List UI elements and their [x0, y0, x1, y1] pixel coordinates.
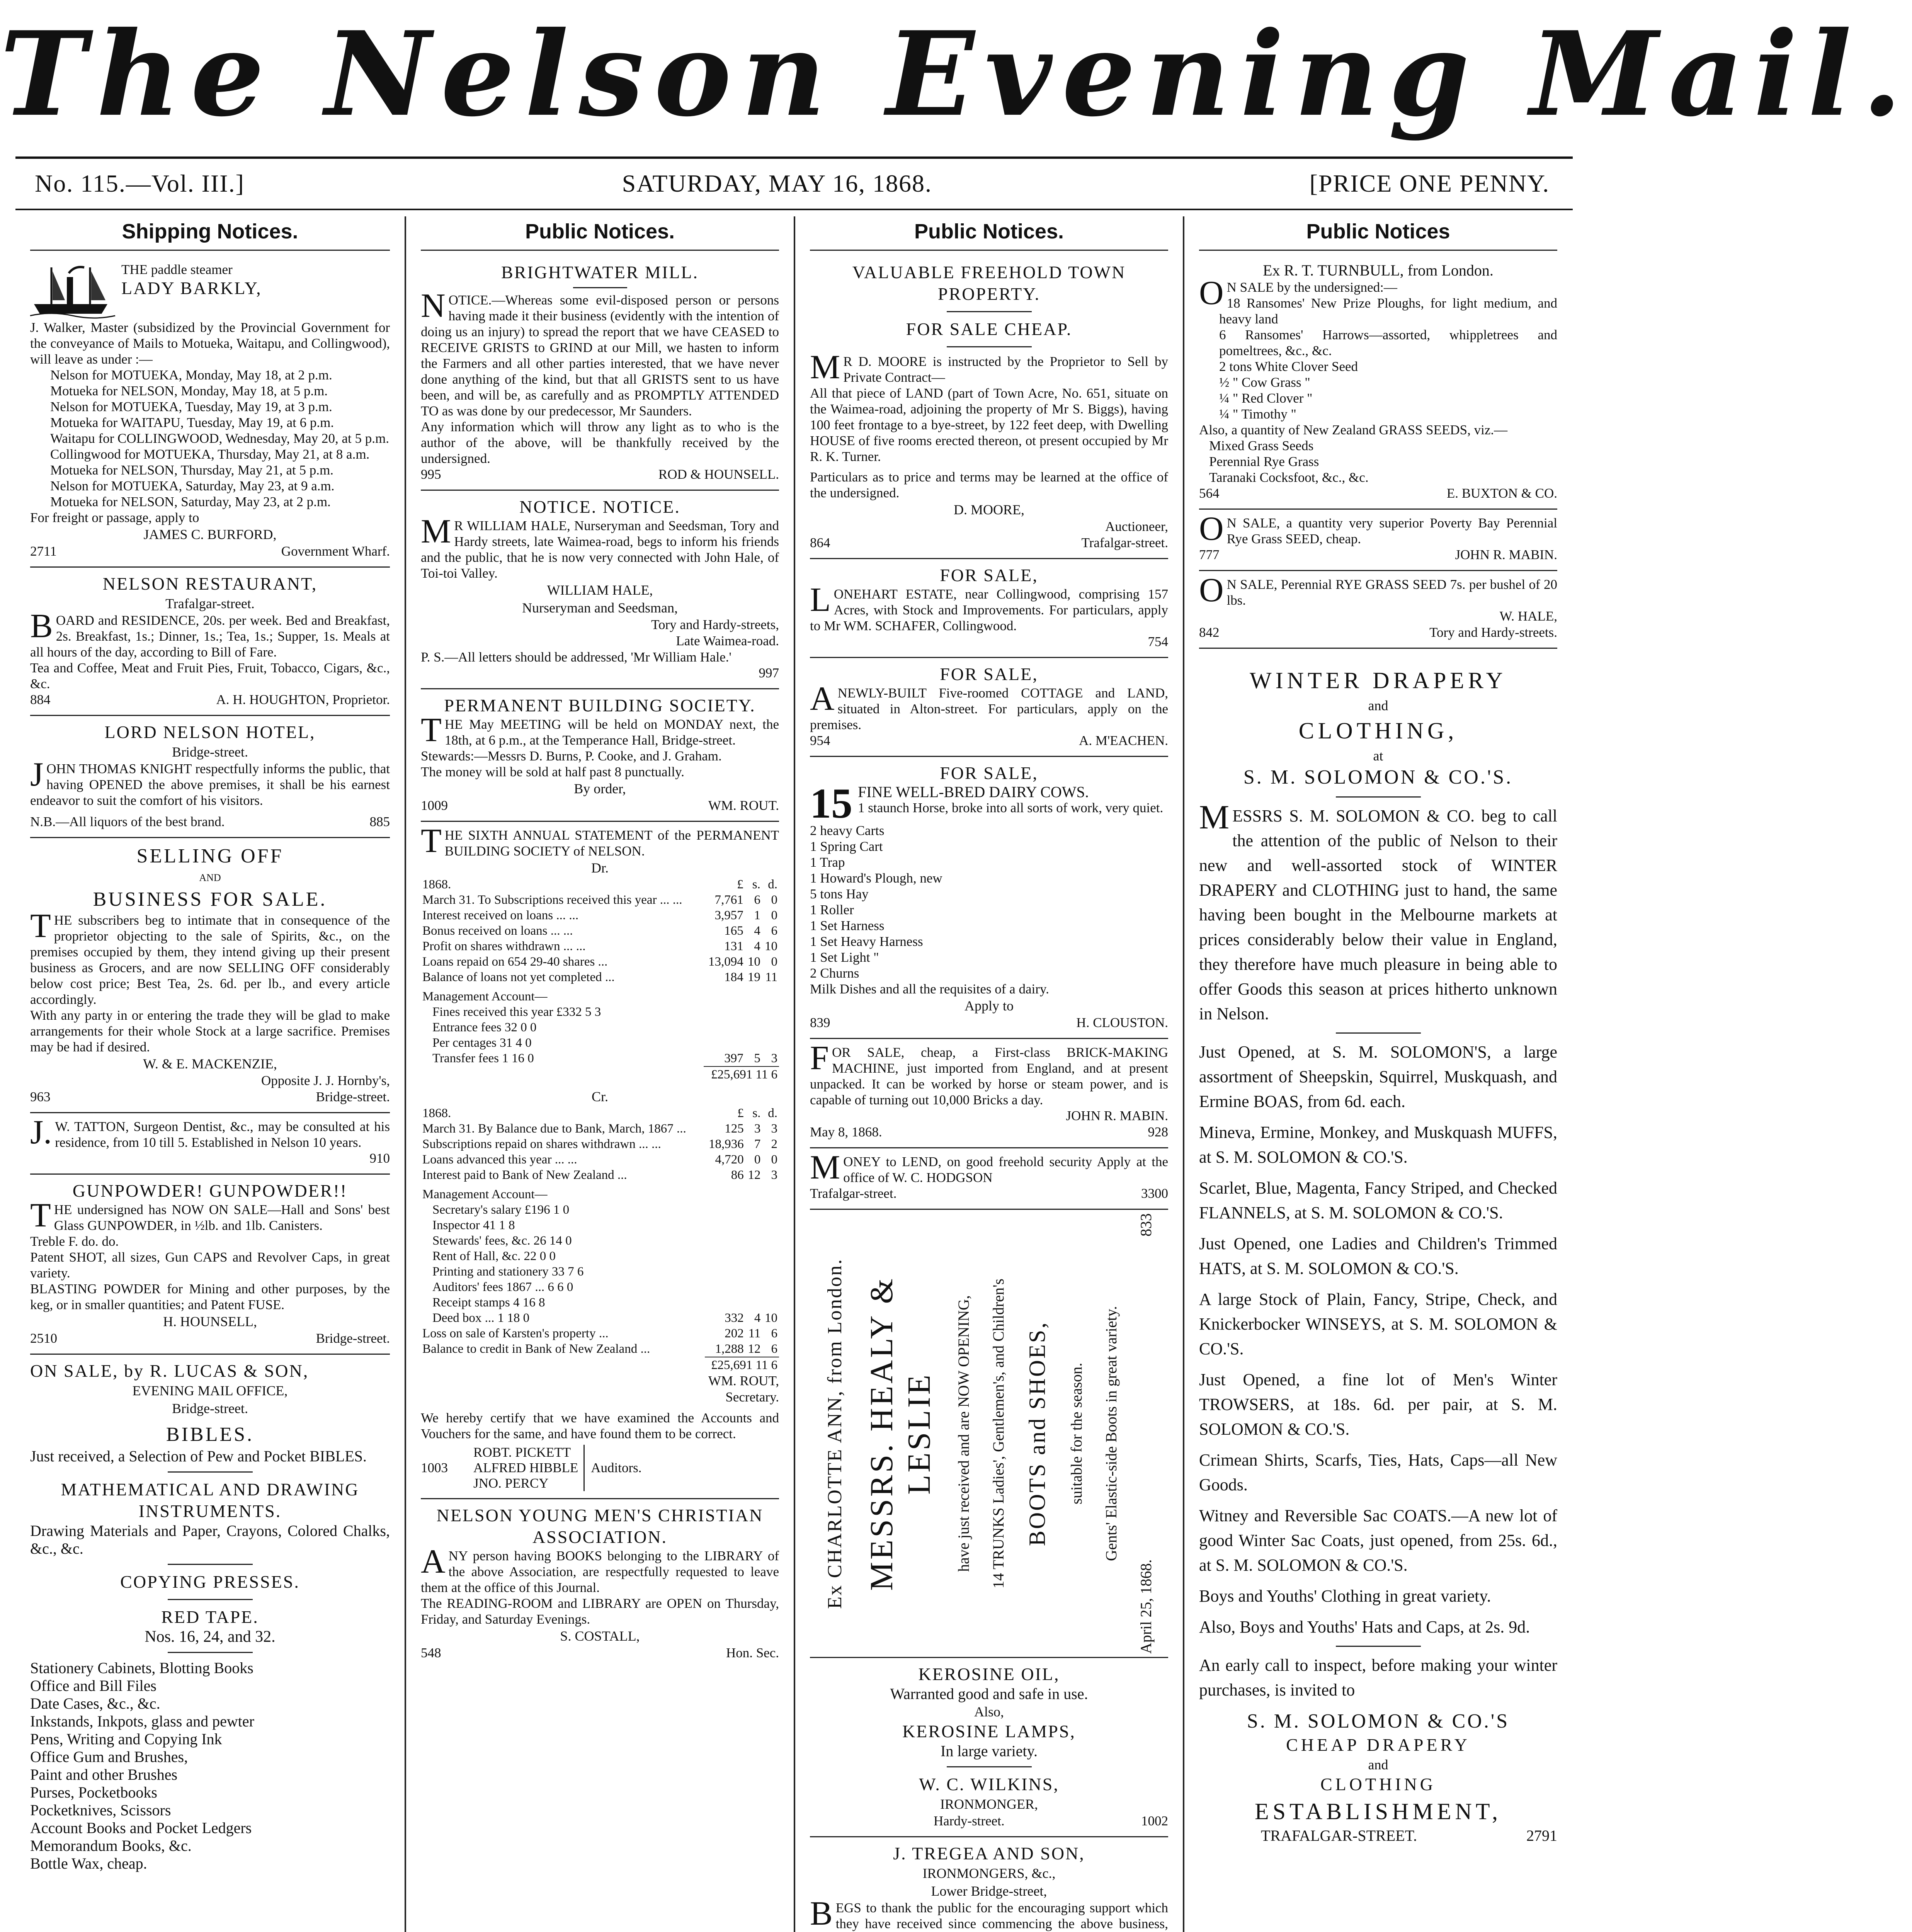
ad-number: 954 [810, 733, 830, 748]
lsd-header: s. [752, 878, 760, 891]
auditor-name: JNO. PERCY [473, 1476, 549, 1491]
hale-notice-ad [421, 491, 779, 689]
turnbull-sign: E. BUXTON & CO. [1446, 486, 1557, 501]
copying-title: COPYING PRESSES. [120, 1572, 300, 1592]
kerosine-line: In large variety. [941, 1742, 1038, 1760]
turnbull-list [1199, 295, 1557, 422]
list-item: ¼ " Red Clover " [1219, 391, 1313, 406]
solomon-name: S. M. SOLOMON & CO.'S [1247, 1710, 1510, 1732]
list-item: 2 Churns [810, 966, 859, 981]
list-item: 1 Set Harness [810, 918, 885, 933]
list-item: 1 Set Light " [810, 950, 879, 965]
mgmt-line: Rent of Hall, &c. 22 0 0 [432, 1249, 556, 1263]
ad-number: 1009 [421, 798, 448, 813]
turnbull-line: ON SALE by the undersigned:— [1199, 274, 1397, 312]
sailing-item: Motueka for NELSON, Thursday, May 21, at 5 p.m. [50, 463, 333, 478]
ymca-role: Hon. Sec. [726, 1645, 779, 1660]
turnbull-title: Ex R. T. TURNBULL, from London. [1263, 262, 1494, 279]
list-item: Pocketknives, Scissors [30, 1801, 171, 1819]
selling-body2: With any party in or entering the trade they will be glad to make arrangements for their whole Stock at a large sacrifice. Premises may be had if desired. [30, 1008, 390, 1054]
list-item: Milk Dishes and all the requisites of a dairy. [810, 981, 1049, 997]
sailing-item: Motueka for WAITAPU, Tuesday, May 19, at 6 p.m. [50, 415, 334, 430]
mill-body: NOTICE.—Whereas some evil-disposed person or persons having made it their business (evidently with the intention of doing us an injury) to spread the report that we have CEASED to RECEIVE GRISTS to GRIND at our Mill, we hasten to inform the Farmers and all other parties interested, that we have never done anything of the kind, but that all GRISTS sent to us have been, and will be, as carefully and as PROMPTLY ATTENDED TO as was done by our predecessor, Mr Saunders. [421, 287, 779, 418]
solomon-para: Witney and Reversible Sac COATS.—A new lot of good Winter Sac Coats, just opened, from 25s. 6d., at S. M. SOLOMON & CO.'S. [1199, 1506, 1557, 1575]
cottage-title: FOR SALE, [940, 664, 1038, 684]
column-heading: Public Notices [1199, 216, 1557, 251]
cows-apply: Apply to [964, 998, 1014, 1014]
list-item: 1 Spring Cart [810, 839, 883, 854]
restaurant-ad [30, 568, 390, 716]
lsd-header: d. [768, 878, 777, 891]
turnbull-ad [1199, 256, 1557, 510]
rye-sign: W. HALE, [1499, 609, 1557, 624]
hale-ps: P. S.—All letters should be addressed, 'Mr William Hale.' [421, 650, 731, 665]
mgmt-line: Deed box ... 1 18 0 [432, 1311, 530, 1325]
poverty-body: ON SALE, a quantity very superior Poverty Bay Perennial Rye Grass SEED, cheap. [1199, 510, 1557, 548]
ledger-year: 1868. [422, 878, 451, 891]
list-item: 6 Ransomes' Harrows—assorted, whippletrees and pomeltrees, &c., &c. [1219, 327, 1557, 358]
ad-number: 1003 [421, 1460, 448, 1475]
auditor-name: ROBT. PICKETT [473, 1445, 571, 1460]
brick-machine-ad [810, 1039, 1168, 1148]
statement-dr: Dr. [591, 860, 609, 876]
ship-intro: THE paddle steamer [121, 262, 233, 277]
mgmt-line: Transfer fees 1 16 0 [432, 1051, 534, 1065]
list-item: Mixed Grass Seeds [1209, 438, 1314, 453]
gunpowder-line: Patent SHOT, all sizes, Gun CAPS and Revolver Caps, in great variety. [30, 1250, 390, 1281]
sailing-item: Collingwood for MOTUEKA, Thursday, May 21, at 8 a.m. [50, 447, 370, 462]
gunpowder-sign: H. HOUNSELL, [163, 1314, 257, 1329]
steamer-icon [30, 262, 115, 320]
debit-table: 1868. £ s. d. March 31. To Subscriptions received this year ... ... 7,761 6 0 Interest received on loans ... ... 3,957 1 0 Bonus received on loans ... ... 165 4 6 Profit on shares withdrawn ... ... 131 4 10 Loans repaid on 654 29-40 shares ... 13,094 10 0 Balance of loans not yet completed ... 184 19 11 Management Account— Fines received this year £332 5 3 Entrance fees 32 0 0 Per centages 31 4 0 Transfer fees 1 16 0 397 5 3 £25,691 11 6 [421, 877, 779, 1082]
table-row: Interest received on loans ... ... 3,957 1 0 [422, 908, 777, 922]
cottage-ad [810, 658, 1168, 757]
dentist-ad [30, 1113, 390, 1175]
restaurant-sign: A. H. HOUGHTON, Proprietor. [216, 692, 390, 707]
kerosine-also: Also, [974, 1704, 1004, 1719]
statement-sign: WM. ROUT, [708, 1373, 779, 1388]
mgmt-line: Entrance fees 32 0 0 [432, 1020, 537, 1034]
tape-title: RED TAPE. [161, 1607, 259, 1627]
selling-sign: W. & E. MACKENZIE, [143, 1056, 277, 1071]
math-body: Drawing Materials and Paper, Crayons, Colored Chalks, &c., &c. [30, 1522, 390, 1557]
ad-number: 754 [1148, 634, 1168, 649]
solomon-cheap: CHEAP DRAPERY [1286, 1735, 1470, 1755]
hale-sign: Nurseryman and Seedsman, [522, 600, 678, 616]
selling-street: Bridge-street. [316, 1089, 390, 1104]
table-row: Loans repaid on 654 29-40 shares ... 13,094 10 0 [422, 955, 777, 969]
list-item: Taranaki Cocksfoot, &c., &c. [1209, 470, 1369, 485]
ad-number: 2791 [1526, 1827, 1557, 1844]
issue-date: SATURDAY, MAY 16, 1868. [622, 170, 932, 197]
selling-sign2: Opposite J. J. Hornby's, [261, 1073, 390, 1088]
solomon-at: at [1373, 748, 1383, 764]
gunpowder-line: BLASTING POWDER for Mining and other purposes, by the keg, or in smaller quantities; and Patent FUSE. [30, 1281, 390, 1312]
dentist-body: J.W. TATTON, Surgeon Dentist, &c., may be consulted at his residence, from 10 till 5. Established in Nelson 10 years. [30, 1114, 390, 1151]
kerosine-sign: W. C. WILKINS, [919, 1774, 1059, 1794]
table-row: March 31. To Subscriptions received this year ... ... 7,761 6 0 [422, 893, 777, 907]
gunpowder-line: Treble F. do. do. [30, 1234, 119, 1249]
ad-number: 1002 [1141, 1813, 1168, 1828]
column-heading: Public Notices. [810, 216, 1168, 251]
lucas-office: EVENING MAIL OFFICE, [132, 1383, 288, 1398]
turnbull-also: Also, a quantity of New Zealand GRASS SEEDS, viz.— [1199, 422, 1508, 437]
list-item: 1 Roller [810, 902, 854, 917]
lonehart-ad [810, 559, 1168, 658]
healy-boots: BOOTS and SHOES, [1024, 1321, 1050, 1546]
town-body: MR D. MOORE is instructed by the Proprietor to Sell by Private Contract— [810, 349, 1168, 386]
list-item: Purses, Pocketbooks [30, 1784, 157, 1801]
poverty-bay-ad [1199, 510, 1557, 571]
town-title: VALUABLE FREEHOLD TOWN PROPERTY. [852, 262, 1126, 304]
mill-ad [421, 256, 779, 491]
ad-number: 564 [1199, 486, 1220, 501]
selling-title: SELLING OFF [136, 845, 284, 867]
selling-body: THE subscribers beg to intimate that in consequence of the proprietor objecting to the sale of Spirits, &c., on the premises occupied by them, they intend giving up their present business as Grocers, and are now SELLING OFF considerably below cost price; Best Tea, 2s. 6d. per lb., and every article accordingly. [30, 907, 390, 1007]
hotel-ad [30, 716, 390, 838]
ad-number: 910 [369, 1151, 390, 1166]
list-item: Office Gum and Brushes, [30, 1748, 188, 1765]
sailing-item: Nelson for MOTUEKA, Monday, May 18, at 2 p.m. [50, 367, 332, 383]
stationery-list [30, 1659, 390, 1872]
tregea-body: BEGS to thank the public for the encouraging support which they have received since commencing the above business, [810, 1895, 1168, 1932]
healy-title: MESSRS. HEALY & LESLIE [863, 1276, 937, 1591]
auditors-label: Auditors. [591, 1460, 642, 1475]
mgmt-line: Inspector 41 1 8 [432, 1218, 515, 1232]
sailing-item: Motueka for NELSON, Monday, May 18, at 5 p.m. [50, 383, 328, 398]
list-item: Bottle Wax, cheap. [30, 1855, 147, 1872]
list-item: Account Books and Pocket Ledgers [30, 1819, 252, 1837]
solomon-para: Just Opened, one Ladies and Children's Trimmed HATS, at S. M. SOLOMON & CO.'S. [1199, 1234, 1557, 1278]
column-public-notices-2 [794, 216, 1183, 1932]
auditor-name: ALFRED HIBBLE [473, 1460, 578, 1475]
freight-note: For freight or passage, apply to [30, 510, 199, 525]
town-street: Trafalgar-street. [1081, 535, 1168, 550]
debit-total: £25,691 11 6 [704, 1066, 779, 1082]
ad-number: 928 [1148, 1124, 1168, 1139]
solomon-para: Scarlet, Blue, Magenta, Fancy Striped, and Checked FLANNELS, at S. M. SOLOMON & CO.'S. [1199, 1179, 1557, 1222]
ship-name: LADY BARKLY, [121, 278, 262, 298]
mgmt-line: Printing and stationery 33 7 6 [432, 1265, 584, 1279]
healy-line: 14 TRUNKS Ladies', Gentlemen's, and Children's [989, 1278, 1007, 1588]
ymca-sign: S. COSTALL, [560, 1628, 640, 1644]
healy-date: April 25, 1868. [1137, 1559, 1155, 1654]
mill-title: BRIGHTWATER MILL. [501, 262, 699, 282]
ymca-title: NELSON YOUNG MEN'S CHRISTIAN ASSOCIATION. [436, 1505, 764, 1547]
table-row: March 31. By Balance due to Bank, March, 1867 ... 125 3 3 [422, 1122, 777, 1136]
pbs-sign: WM. ROUT. [708, 798, 779, 813]
list-item: Office and Bill Files [30, 1677, 156, 1694]
lucas-line: ON SALE, by R. LUCAS & SON, [30, 1361, 309, 1381]
solomon-para: Crimean Shirts, Scarfs, Ties, Hats, Caps—all New Goods. [1199, 1451, 1557, 1494]
mgmt-line: Secretary's salary £196 1 0 [432, 1203, 570, 1217]
list-item: 2 tons White Clover Seed [1219, 359, 1358, 374]
masthead [0, 0, 1912, 155]
tregea-role: IRONMONGERS, &c., [922, 1866, 1056, 1881]
credit-table: 1868. £ s. d. March 31. By Balance due to Bank, March, 1867 ... 125 3 3 Subscriptions repaid on shares withdrawn ... ... 18,936 7 2 Loans advanced this year ... ... 4,720 0 0 Interest paid to Bank of New Zealand ... 86 12 3 Management Account— Secretary's salary £196 1 0 Inspector 41 1 8 Stewards' fees, &c. 26 14 0 Rent of Hall, &c. 22 0 0 Printing and stationery 33 7 6 Auditors' fees 1867 ... 6 6 0 Receipt stamps 4 16 8 Deed box ... 1 18 0 332 4 10 Loss on sale of Karsten's property ... 202 11 6 Balance to credit in Bank of New Zealand ... 1,288 12 6 £25,691 11 6 [421, 1105, 779, 1373]
rye-street: Tory and Hardy-streets. [1429, 625, 1557, 640]
math-title: MATHEMATICAL AND DRAWING INSTRUMENTS. [61, 1480, 359, 1521]
column-public-notices-3 [1183, 216, 1572, 1932]
kerosine-lamps: KEROSINE LAMPS, [902, 1721, 1076, 1741]
ad-number: 839 [810, 1015, 830, 1030]
solomon-establishment: ESTABLISHMENT, [1254, 1799, 1502, 1824]
town-role: Auctioneer, [1105, 519, 1168, 534]
building-society-ad [421, 689, 779, 822]
solomon-para: Also, Boys and Youths' Hats and Caps, at 2s. 9d. [1199, 1617, 1530, 1636]
kerosine-title: KEROSINE OIL, [918, 1664, 1060, 1684]
sailing-item: Nelson for MOTUEKA, Saturday, May 23, at 9 a.m. [50, 478, 335, 493]
solomon-para: Boys and Youths' Clothing in great variety. [1199, 1587, 1491, 1605]
brick-body: FOR SALE, cheap, a First-class BRICK-MAKING MACHINE, just imported from England, and at present unpacked. It can be worked by horse or steam power, and is capable of turning out 10,000 Bricks a day. [810, 1039, 1168, 1107]
list-item: 18 Ransomes' New Prize Ploughs, for light medium, and heavy land [1219, 296, 1557, 327]
selling-title2: BUSINESS FOR SALE. [93, 888, 327, 910]
solomon-para: Just Opened, a fine lot of Men's Winter TROWSERS, at 18s. 6d. per pair, at S. M. SOLOMON & CO.'S. [1199, 1370, 1557, 1439]
lonehart-body: LONEHART ESTATE, near Collingwood, comprising 157 Acres, with Stock and Improvements. For particulars, apply to Mr WM. SCHAFER, Collingwood. [810, 581, 1168, 633]
pbs-body: THE May MEETING will be held on MONDAY next, the 18th, at 6 p.m., at the Temperance Hall, Bridge-street. [421, 711, 779, 749]
list-item: ¼ " Timothy " [1219, 406, 1296, 422]
healy-line: Gents' Elastic-side Boots in great variety. [1102, 1306, 1120, 1561]
hale-sign: Tory and Hardy-streets, [651, 617, 779, 632]
bibles-title: BIBLES. [166, 1423, 254, 1446]
ymca-body: ANY person having BOOKS belonging to the LIBRARY of the above Association, are respectfully requested to leave them at the office of this Journal. [421, 1543, 779, 1595]
list-item: ½ " Cow Grass " [1219, 375, 1310, 390]
sailing-item: Motueka for NELSON, Saturday, May 23, at 2 p.m. [50, 494, 331, 509]
hotel-note: N.B.—All liquors of the best brand. [30, 814, 225, 829]
table-row: Loans advanced this year ... ... 4,720 0 0 [422, 1153, 777, 1167]
table-row: Balance to credit in Bank of New Zealand ... 1,288 12 6 [422, 1342, 777, 1356]
issue-price: [PRICE ONE PENNY. [1309, 170, 1550, 197]
ad-number: 997 [759, 665, 779, 680]
town-sign: D. MOORE, [953, 502, 1024, 517]
mgmt-line: Fines received this year £332 5 3 [432, 1005, 601, 1019]
pbs-title: PERMANENT BUILDING SOCIETY. [444, 696, 756, 715]
tregea-ad [810, 1837, 1168, 1932]
cows-count: 15 [810, 780, 852, 827]
gunpowder-street: Bridge-street. [316, 1331, 390, 1346]
solomon-para: Mineva, Ermine, Monkey, and Muskquash MUFFS, at S. M. SOLOMON & CO.'S. [1199, 1123, 1557, 1167]
ymca-body2: The READING-ROOM and LIBRARY are OPEN on Thursday, Friday, and Saturday Evenings. [421, 1596, 779, 1627]
solomon-and: and [1368, 1757, 1388, 1772]
sailing-item: Waitapu for COLLINGWOOD, Wednesday, May 20, at 5 p.m. [50, 431, 389, 446]
agent-address: Government Wharf. [281, 544, 390, 559]
column-shipping [15, 216, 405, 1932]
dateline-rule [15, 209, 1573, 210]
rye-body: ON SALE, Perennial RYE GRASS SEED 7s. per bushel of 20 lbs. [1199, 571, 1557, 609]
table-row: Loss on sale of Karsten's property ... 202 11 6 [422, 1327, 777, 1340]
hotel-title: LORD NELSON HOTEL, [104, 722, 316, 742]
solomon-title: WINTER DRAPERY [1250, 668, 1507, 693]
list-item: Memorandum Books, &c. [30, 1837, 192, 1854]
ad-number: 885 [369, 814, 390, 829]
lsd-header: £ [737, 878, 743, 891]
solomon-ad [1199, 649, 1557, 1851]
table-row: Subscriptions repaid on shares withdrawn ... ... 18,936 7 2 [422, 1137, 777, 1151]
brick-sign: JOHN R. MABIN. [1066, 1108, 1168, 1123]
list-item: 1 Set Heavy Harness [810, 934, 923, 949]
healy-line: have just received and are NOW OPENING, [954, 1295, 972, 1572]
lonehart-title: FOR SALE, [940, 565, 1038, 585]
solomon-intro: MESSRS S. M. SOLOMON & CO. beg to call the attention of the public of Nelson to their new and well-assorted stock of WINTER DRAPERY and CLOTHING just to hand, the same having been bought in the Melbourne markets at prices considerably below their value in England, they therefore have much pleasure in being able to offer Goods this season at prices hitherto unknown in Nelson. [1199, 799, 1557, 1023]
pbs-order: By order, [574, 781, 626, 796]
list-item: Inkstands, Inkpots, glass and pewter [30, 1713, 254, 1730]
town-body2: All that piece of LAND (part of Town Acre, No. 651, situate on the Waimea-road, adjoining the property of Mr S. Biggs), having 100 feet frontage to a bye-street, by 122 feet deep, with Dwelling HOUSE of five rooms erected thereon, ot present occupied by Mr R. K. Turner. [810, 386, 1168, 464]
solomon-para: Just Opened, at S. M. SOLOMON'S, a large assortment of Sheepskin, Squirrel, Muskquash, and Ermine BOAS, from 6d. each. [1199, 1043, 1557, 1111]
mill-body2: Any information which will throw any light as to who is the author of the above, will be thankfully received by the undersigned. [421, 419, 779, 466]
cottage-body: ANEWLY-BUILT Five-roomed COTTAGE and LAND, situated in Alton-street. For particulars, apply on the premises. [810, 680, 1168, 732]
solomon-title: CLOTHING, [1298, 718, 1458, 743]
tregea-title: J. TREGEA AND SON, [893, 1844, 1085, 1863]
solomon-clothing: CLOTHING [1320, 1774, 1436, 1794]
auditors-block [421, 1445, 779, 1491]
cows-list [810, 823, 1168, 997]
mgmt-label: Management Account— [422, 990, 548, 1003]
table-row: Balance of loans not yet completed ... 184 19 11 [422, 970, 777, 984]
healy-ship: Ex CHARLOTTE ANN, from London. [823, 1258, 846, 1609]
list-item: 1 Trap [810, 855, 845, 870]
mgmt-line: Receipt stamps 4 16 8 [432, 1296, 545, 1310]
restaurant-street: Trafalgar-street. [165, 596, 255, 611]
hale-title: NOTICE. NOTICE. [519, 497, 680, 517]
restaurant-body: BOARD and RESIDENCE, 20s. per week. Bed and Breakfast, 2s. Breakfast, 1s.; Dinner, 1s.; Tea, 1s.; Supper, 1s. Meals at all hours of the day, according to Bill of Fare. [30, 607, 390, 660]
column-public-notices-1 [405, 216, 794, 1932]
newspaper-title: The Nelson Evening Mail. [0, 6, 1912, 142]
mill-sign: ROD & HOUNSELL. [658, 467, 779, 482]
selling-and: AND [199, 872, 221, 883]
kerosine-ad [810, 1658, 1168, 1837]
gunpowder-body: THE undersigned has NOW ON SALE—Hall and Sons' best Glass GUNPOWDER, in ½lb. and 1lb. Canisters. [30, 1197, 390, 1234]
ad-number: 842 [1199, 625, 1220, 640]
healy-line: suitable for the season. [1067, 1362, 1085, 1504]
mgmt-line: Stewards' fees, &c. 26 14 0 [432, 1234, 572, 1248]
hale-sign: WILLIAM HALE, [547, 582, 653, 598]
town-sale: FOR SALE CHEAP. [906, 319, 1072, 339]
selling-off-ad [30, 838, 390, 1113]
town-body3: Particulars as to price and terms may be learned at the office of the undersigned. [810, 469, 1168, 500]
poverty-sign: JOHN R. MABIN. [1455, 547, 1557, 562]
annual-statement-ad [421, 822, 779, 1499]
ad-number: 2711 [30, 544, 57, 559]
lucas-street: Bridge-street. [172, 1401, 248, 1416]
tregea-street: Lower Bridge-street, [931, 1883, 1047, 1899]
list-item: Paint and other Brushes [30, 1766, 178, 1783]
credit-total: £25,691 11 6 [705, 1357, 779, 1373]
gunpowder-title: GUNPOWDER! GUNPOWDER!! [72, 1181, 348, 1201]
money-lend-ad [810, 1148, 1168, 1210]
column-heading: Shipping Notices. [30, 216, 390, 251]
cows-ad [810, 757, 1168, 1039]
ad-number: 2510 [30, 1331, 57, 1346]
hotel-street: Bridge-street. [172, 744, 248, 760]
cows-sign: H. CLOUSTON. [1076, 1015, 1168, 1030]
cows-title: FOR SALE, [940, 763, 1038, 783]
statement-certify: We hereby certify that we have examined the Accounts and Vouchers for the same, and have found them to be correct. [421, 1410, 779, 1441]
cows-lead2: 1 staunch Horse, broke into all sorts of work, very quiet. [858, 800, 1164, 815]
lady-barkly-ad [30, 256, 390, 568]
restaurant-body2: Tea and Coffee, Meat and Fruit Pies, Fruit, Tobacco, Cigars, &c., &c. [30, 660, 390, 691]
list-item: 1 Howard's Plough, new [810, 871, 942, 886]
list-item: Date Cases, &c., &c. [30, 1695, 160, 1712]
issue-number: No. 115.—Vol. III.] [35, 170, 245, 197]
cows-lead: FINE WELL-BRED DAIRY COWS. [858, 783, 1089, 801]
masthead-rule [15, 156, 1573, 159]
ad-number: 884 [30, 692, 51, 707]
mgmt-line: Auditors' fees 1867 ... 6 6 0 [432, 1280, 573, 1294]
pbs-money: The money will be sold at half past 8 punctually. [421, 764, 685, 779]
ad-number: 833 [1137, 1213, 1155, 1236]
solomon-para: A large Stock of Plain, Fancy, Stripe, Check, and Knickerbocker WINSEYS, at S. M. SOLOMON & CO.'S. [1199, 1290, 1557, 1358]
tape-nos: Nos. 16, 24, and 32. [145, 1628, 276, 1646]
ad-number: 548 [421, 1645, 441, 1660]
list-item: Pens, Writing and Copying Ink [30, 1730, 222, 1748]
lucas-ad [30, 1355, 390, 1879]
list-item: Stationery Cabinets, Blotting Books [30, 1659, 253, 1677]
healy-leslie-ad [810, 1210, 1168, 1658]
ship-body: J. Walker, Master (subsidized by the Provincial Government for the conveyance of Mails to Motueka, Waitapu, and Collingwood), will leave as under :— [30, 320, 390, 367]
ad-number: 777 [1199, 547, 1220, 562]
table-row: Bonus received on loans ... ... 165 4 6 [422, 924, 777, 938]
table-row: Interest paid to Bank of New Zealand ... 86 12 3 [422, 1168, 777, 1182]
columns [15, 216, 1573, 1932]
solomon-street: TRAFALGAR-STREET. [1261, 1827, 1417, 1844]
brick-date: May 8, 1868. [810, 1124, 882, 1139]
gunpowder-ad [30, 1175, 390, 1355]
town-property-ad [810, 256, 1168, 559]
statement-cr: Cr. [591, 1089, 608, 1104]
statement-title: THE SIXTH ANNUAL STATEMENT of the PERMANENT BUILDING SOCIETY of NELSON. [421, 822, 779, 860]
solomon-name: S. M. SOLOMON & CO.'S. [1243, 766, 1513, 788]
ad-number: 3300 [1141, 1186, 1168, 1201]
list-item: 2 heavy Carts [810, 823, 885, 838]
pbs-stewards: Stewards:—Messrs D. Burns, P. Cooke, and J. Graham. [421, 748, 722, 764]
money-street: Trafalgar-street. [810, 1186, 897, 1201]
restaurant-title: NELSON RESTAURANT, [102, 574, 318, 594]
hale-body: MR WILLIAM HALE, Nurseryman and Seedsman, Tory and Hardy streets, late Waimea-road, begs to inform his friends and the public, that he is now very connected with John Hale, of Toi-toi Valley. [421, 513, 779, 581]
ad-number: 963 [30, 1089, 51, 1104]
cottage-sign: A. M'EACHEN. [1079, 733, 1168, 748]
money-body: MONEY to LEND, on good freehold security Apply at the office of W. C. HODGSON [810, 1149, 1168, 1186]
dateline [35, 162, 1550, 205]
kerosine-line: Warranted good and safe in use. [890, 1685, 1088, 1702]
statement-role: Secretary. [725, 1389, 779, 1405]
kerosine-role: IRONMONGER, [940, 1796, 1038, 1812]
ad-number: 864 [810, 535, 830, 550]
table-row: Profit on shares withdrawn ... ... 131 4 10 [422, 939, 777, 953]
ad-number: 995 [421, 467, 441, 482]
sailing-list [30, 367, 390, 510]
list-item: 5 tons Hay [810, 886, 869, 901]
sailing-item: Nelson for MOTUEKA, Tuesday, May 19, at 3 p.m. [50, 399, 332, 414]
agent-name: JAMES C. BURFORD, [143, 527, 277, 542]
rye-grass-ad [1199, 571, 1557, 649]
solomon-call: An early call to inspect, before making your winter purchases, is invited to [1199, 1656, 1557, 1699]
mgmt-line: Per centages 31 4 0 [432, 1036, 532, 1050]
solomon-and: and [1368, 698, 1388, 713]
hale-sign: Late Waimea-road. [676, 633, 779, 648]
hotel-body: JOHN THOMAS KNIGHT respectfully informs the public, that having OPENED the above premises, it shall be his earnest endeavor to suit the comfort of his visitors. [30, 756, 390, 808]
bibles-body: Just received, a Selection of Pew and Pocket BIBLES. [30, 1447, 367, 1465]
kerosine-street: Hardy-street. [934, 1813, 1005, 1828]
list-item: Perennial Rye Grass [1209, 454, 1319, 469]
column-heading: Public Notices. [421, 216, 779, 251]
ymca-ad [421, 1499, 779, 1668]
